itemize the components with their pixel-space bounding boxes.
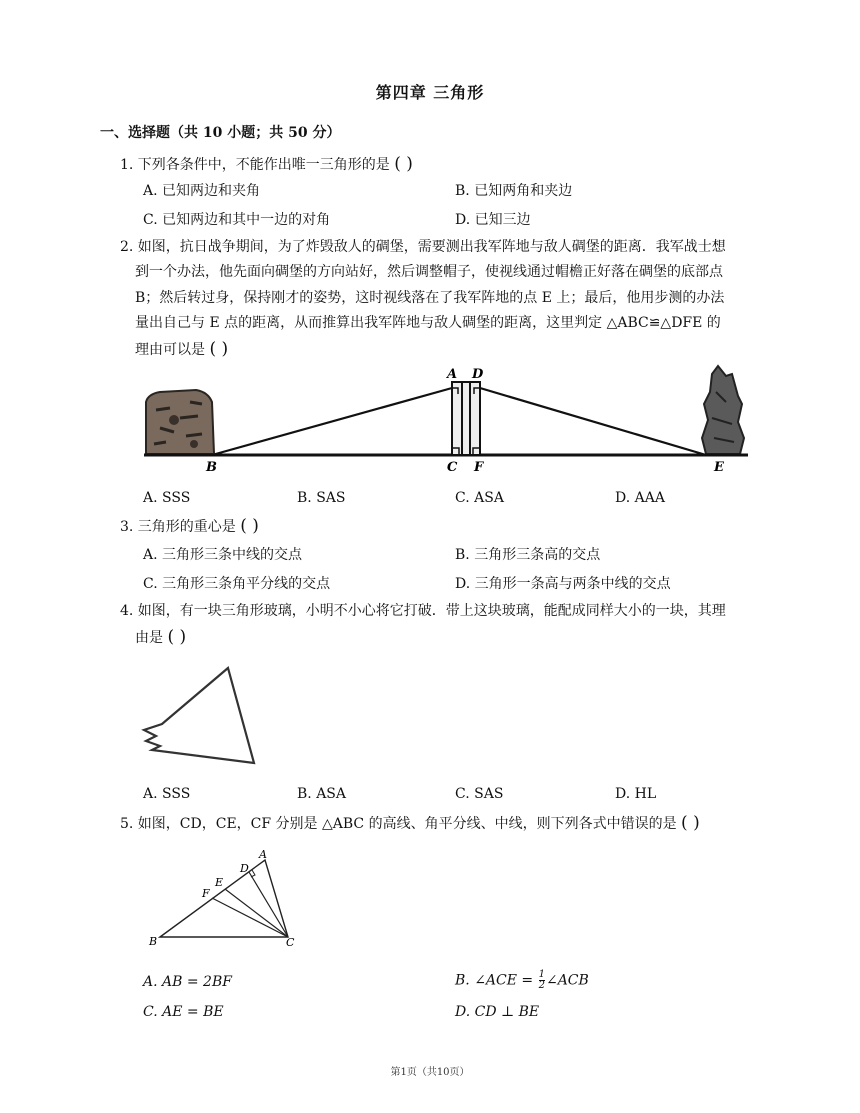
q5-option-b bbox=[455, 970, 589, 991]
answer-blank: ( ) bbox=[167, 627, 187, 647]
label-e: E bbox=[714, 460, 724, 475]
answer-blank: ( ) bbox=[240, 516, 259, 536]
question-2-line-1: 2. 如图，抗日战争期间，为了炸毁敌人的碉堡，需要测出我军阵地与敌人碉堡的距离．我军战士想 bbox=[120, 239, 726, 255]
q5-option-b-prefix: B. ∠ACE = bbox=[455, 972, 538, 989]
question-2-line-4: 量出自己与 E 点的距离，从而推算出我军阵地与敌人碉堡的距离，这里判定 △ABC≌△DFE 的 bbox=[135, 315, 721, 331]
q4-option-d: D. HL bbox=[615, 786, 657, 802]
label-b: B bbox=[206, 460, 217, 475]
question-2-line-3: B；然后转过身，保持刚才的姿势，这时视线落在了我军阵地的点 E 上；最后，他用步测的办法 bbox=[135, 290, 725, 306]
q4-option-c: C. SAS bbox=[455, 786, 504, 802]
answer-blank: ( ) bbox=[681, 813, 700, 833]
fraction-numerator: 1 bbox=[538, 969, 545, 980]
label-a: A bbox=[447, 367, 458, 382]
label-f: F bbox=[474, 460, 484, 475]
q1-option-d: D. 已知三边 bbox=[455, 212, 531, 228]
q1-option-b: B. 已知两角和夹边 bbox=[455, 183, 573, 199]
page-title: 第四章 三角形 bbox=[375, 83, 485, 102]
soldier-post bbox=[452, 382, 480, 455]
q3-option-c: C. 三角形三条角平分线的交点 bbox=[143, 576, 331, 592]
question-4-tail: 由是 bbox=[135, 630, 163, 646]
label-a: A bbox=[259, 848, 267, 861]
fraction-one-half bbox=[539, 970, 545, 991]
q3-option-d: D. 三角形一条高与两条中线的交点 bbox=[455, 576, 671, 592]
q2-option-d: D. AAA bbox=[615, 490, 665, 506]
question-5 bbox=[120, 814, 700, 833]
figure-soldier-bunker bbox=[140, 362, 760, 477]
question-3-stem: 3. 三角形的重心是 bbox=[120, 519, 236, 535]
q3-option-b: B. 三角形三条高的交点 bbox=[455, 547, 601, 563]
label-e: E bbox=[215, 876, 224, 889]
label-c: C bbox=[447, 460, 458, 475]
question-2-tail: 理由可以是 bbox=[135, 342, 205, 358]
question-4-line-1: 4. 如图，有一块三角形玻璃，小明不小心将它打破．带上这块玻璃，能配成同样大小的一块，其理 bbox=[120, 603, 726, 619]
bunker-image bbox=[146, 390, 214, 454]
section-heading: 一、选择题（共 10 小题；共 50 分） bbox=[100, 125, 341, 141]
q5-option-a: A. AB = 2BF bbox=[143, 974, 232, 990]
q5-option-c: C. AE = BE bbox=[143, 1004, 224, 1020]
q4-option-a: A. SSS bbox=[143, 786, 191, 802]
figure-triangle-abc bbox=[140, 845, 310, 955]
q2-option-a: A. SSS bbox=[143, 490, 191, 506]
page-footer: 第1页（共10页） bbox=[390, 1067, 470, 1078]
label-d: D bbox=[240, 862, 249, 875]
q1-option-c: C. 已知两边和其中一边的对角 bbox=[143, 212, 331, 228]
question-1-stem: 1. 下列各条件中，不能作出唯一三角形的是 bbox=[120, 157, 390, 173]
label-d: D bbox=[472, 367, 484, 382]
question-2-line-5 bbox=[135, 340, 228, 359]
q2-option-b: B. SAS bbox=[297, 490, 346, 506]
answer-blank: ( ) bbox=[209, 339, 229, 359]
question-3 bbox=[120, 517, 259, 536]
q2-option-c: C. ASA bbox=[455, 490, 504, 506]
tree-image bbox=[702, 366, 744, 454]
question-2-line-2: 到一个办法，他先面向碉堡的方向站好，然后调整帽子，使视线通过帽檐正好落在碉堡的底部点 bbox=[135, 264, 723, 280]
label-c: C bbox=[286, 936, 295, 949]
q5-option-b-suffix: ∠ACB bbox=[545, 972, 589, 989]
fraction-denominator: 2 bbox=[538, 980, 545, 991]
label-b: B bbox=[149, 935, 158, 948]
question-4-line-2 bbox=[135, 628, 186, 647]
label-f: F bbox=[202, 887, 210, 900]
question-5-stem: 5. 如图，CD，CE，CF 分别是 △ABC 的高线、角平分线、中线，则下列各式中错误的是 bbox=[120, 816, 677, 832]
answer-blank: ( ) bbox=[394, 154, 413, 174]
q1-option-a: A. 已知两边和夹角 bbox=[143, 183, 261, 199]
q3-option-a: A. 三角形三条中线的交点 bbox=[143, 547, 303, 563]
q5-option-d: D. CD ⊥ BE bbox=[455, 1004, 540, 1020]
question-1 bbox=[120, 155, 413, 174]
q4-option-b: B. ASA bbox=[297, 786, 346, 802]
figure-broken-glass bbox=[140, 660, 265, 770]
